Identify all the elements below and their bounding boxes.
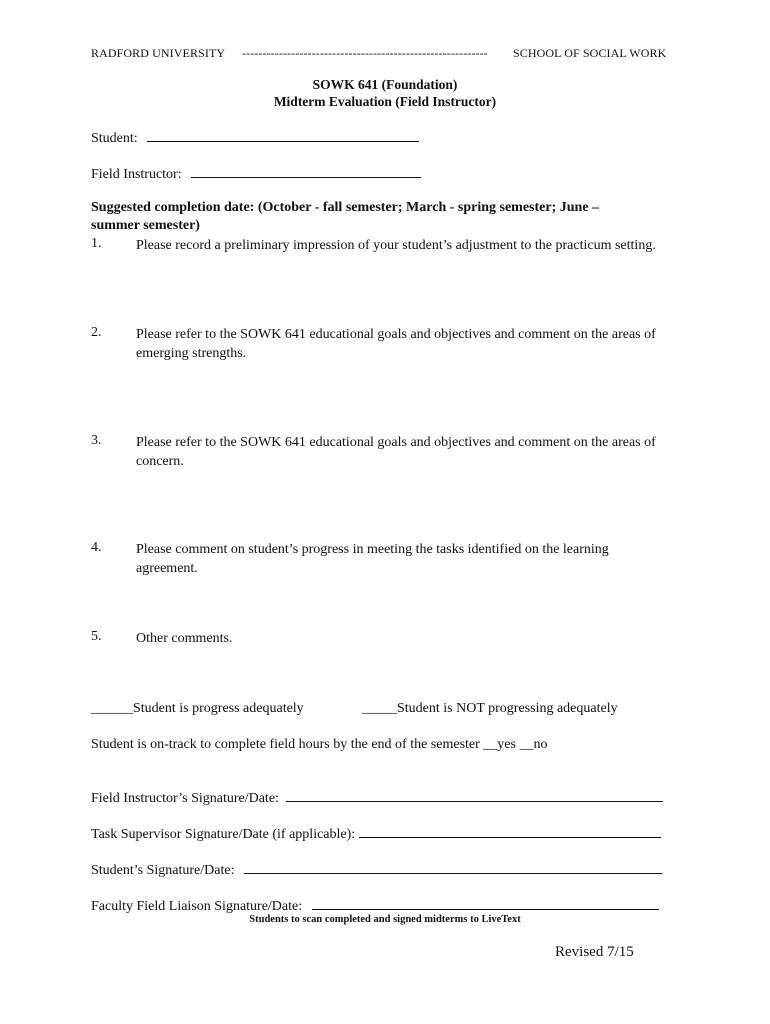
suggested-date-line2: summer semester): [91, 218, 200, 233]
header-school: SCHOOL OF SOCIAL WORK: [513, 46, 667, 60]
item-2-number: 2.: [91, 325, 102, 340]
item-5-number: 5.: [91, 629, 102, 644]
field-instructor-signature-label: Field Instructor’s Signature/Date:: [91, 791, 279, 806]
revision-date: Revised 7/15: [555, 944, 634, 960]
student-line: [147, 129, 419, 142]
field-instructor-signature-line: [286, 789, 663, 802]
progress-not-adequate-option[interactable]: _____Student is NOT progressing adequately: [362, 701, 618, 716]
field-instructor-signature[interactable]: [91, 789, 663, 807]
student-signature[interactable]: [91, 861, 662, 879]
student-field[interactable]: [91, 129, 419, 147]
student-signature-label: Student’s Signature/Date:: [91, 863, 235, 878]
item-1-text: Please record a preliminary impression of your student’s adjustment to the practicum setting.: [136, 238, 656, 253]
student-signature-line: [244, 861, 662, 874]
task-supervisor-signature-label: Task Supervisor Signature/Date (if applicable):: [91, 827, 356, 842]
footer-note: Students to scan completed and signed midterms to LiveText: [249, 914, 521, 925]
field-instructor-label: Field Instructor:: [91, 167, 182, 182]
document-subtitle: Midterm Evaluation (Field Instructor): [273, 94, 497, 109]
suggested-date-line1: Suggested completion date: (October - fall semester; March - spring semester; June –: [91, 200, 600, 215]
task-supervisor-signature-line: [359, 825, 661, 838]
progress-adequate-option[interactable]: ______Student is progress adequately: [91, 701, 304, 716]
student-label: Student:: [91, 131, 138, 146]
item-3-text: Please refer to the SOWK 641 educational goals and objectives and comment on the areas of concern.: [136, 435, 656, 469]
on-track-question[interactable]: Student is on-track to complete field hours by the end of the semester __yes __no: [91, 737, 548, 752]
header-university: RADFORD UNIVERSITY: [91, 46, 226, 60]
item-3-number: 3.: [91, 433, 102, 448]
item-1-number: 1.: [91, 236, 102, 251]
item-2-text: Please refer to the SOWK 641 educational goals and objectives and comment on the areas of emerging strengths.: [136, 327, 656, 361]
task-supervisor-signature[interactable]: [91, 825, 661, 843]
item-5-text: Other comments.: [136, 631, 233, 646]
field-instructor-line: [191, 165, 421, 178]
document-title: SOWK 641 (Foundation): [312, 77, 458, 92]
field-instructor-field[interactable]: [91, 165, 421, 183]
faculty-liaison-signature[interactable]: [91, 897, 659, 915]
faculty-liaison-signature-label: Faculty Field Liaison Signature/Date:: [91, 899, 303, 914]
faculty-liaison-signature-line: [312, 897, 659, 910]
header-divider: ------------------------------------------------------------: [242, 46, 488, 60]
item-4-text: Please comment on student’s progress in meeting the tasks identified on the learning agreement.: [136, 542, 609, 576]
item-4-number: 4.: [91, 540, 102, 555]
